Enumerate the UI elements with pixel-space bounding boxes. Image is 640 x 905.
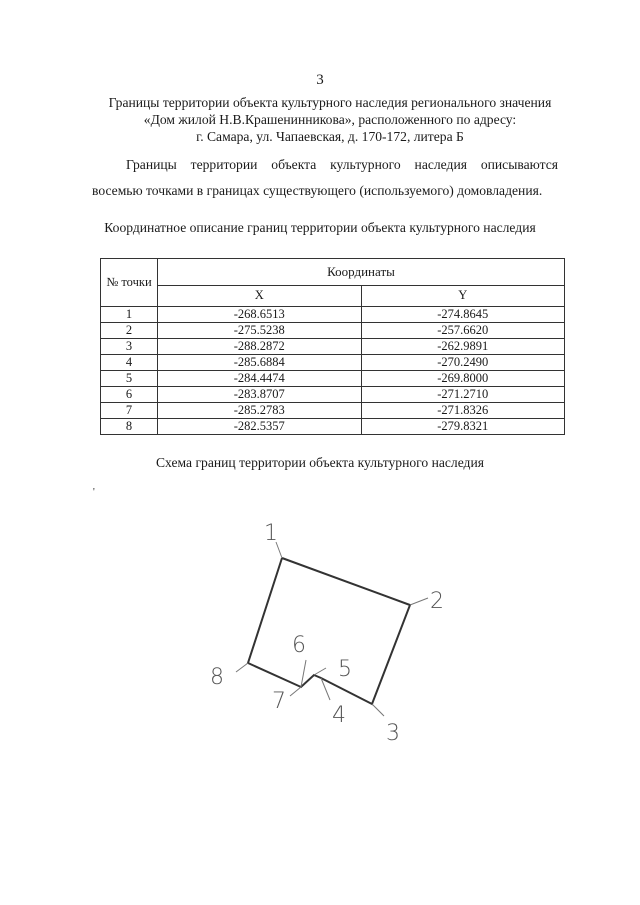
title-line-3: г. Самара, ул. Чапаевская, д. 170-172, литера Б bbox=[196, 129, 464, 144]
table-row bbox=[101, 419, 565, 435]
leader-5 bbox=[314, 668, 326, 675]
cell-x: -268.6513 bbox=[158, 307, 362, 323]
cell-x: -275.5238 bbox=[158, 323, 362, 339]
cell-point: 3 bbox=[101, 339, 158, 355]
boundary-scheme bbox=[180, 500, 480, 760]
cell-point: 4 bbox=[101, 355, 158, 371]
cell-x: -288.2872 bbox=[158, 339, 362, 355]
cell-point: 1 bbox=[101, 307, 158, 323]
table-row bbox=[101, 403, 565, 419]
boundary-outline bbox=[248, 558, 410, 704]
cell-point: 6 bbox=[101, 387, 158, 403]
cell-y: -269.8000 bbox=[361, 371, 565, 387]
cell-x: -282.5357 bbox=[158, 419, 362, 435]
cell-x: -285.2783 bbox=[158, 403, 362, 419]
cell-y: -279.8321 bbox=[361, 419, 565, 435]
cell-point: 2 bbox=[101, 323, 158, 339]
cell-x: -285.6884 bbox=[158, 355, 362, 371]
cell-point: 8 bbox=[101, 419, 158, 435]
point-label-6: 6 bbox=[292, 633, 306, 658]
table-row bbox=[101, 371, 565, 387]
cell-y: -274.8645 bbox=[361, 307, 565, 323]
point-label-4: 4 bbox=[332, 703, 346, 728]
coordinates-heading: Координатное описание границ территории объекта культурного наследия bbox=[104, 220, 536, 235]
description-line-2: восемью точками в границах существующего (используемого) домовладения. bbox=[92, 183, 543, 198]
header-x: X bbox=[158, 285, 362, 306]
table-row bbox=[101, 307, 565, 323]
point-label-3: 3 bbox=[386, 721, 400, 746]
title-line-1: Границы территории объекта культурного наследия регионального значения bbox=[108, 95, 552, 110]
scheme-heading: Схема границ территории объекта культурного наследия bbox=[155, 455, 485, 470]
cell-point: 5 bbox=[101, 371, 158, 387]
cell-y: -270.2490 bbox=[361, 355, 565, 371]
coordinates-table bbox=[100, 258, 565, 435]
cell-x: -284.4474 bbox=[158, 371, 362, 387]
cell-x: -283.8707 bbox=[158, 387, 362, 403]
header-point-number: № точки bbox=[101, 259, 158, 307]
header-coordinates: Координаты bbox=[158, 259, 565, 286]
cell-y: -271.2710 bbox=[361, 387, 565, 403]
table-row bbox=[101, 355, 565, 371]
header-y: Y bbox=[361, 285, 565, 306]
point-label-5: 5 bbox=[338, 657, 352, 682]
stray-mark: ' bbox=[93, 487, 95, 498]
point-label-2: 2 bbox=[430, 589, 444, 614]
cell-point: 7 bbox=[101, 403, 158, 419]
point-label-8: 8 bbox=[210, 665, 224, 690]
cell-y: -271.8326 bbox=[361, 403, 565, 419]
leader-7 bbox=[290, 687, 301, 696]
leader-3 bbox=[372, 704, 384, 716]
table-row bbox=[101, 339, 565, 355]
document-title bbox=[60, 94, 600, 145]
leader-2 bbox=[410, 598, 428, 605]
point-label-1: 1 bbox=[264, 521, 278, 546]
point-label-7: 7 bbox=[272, 689, 286, 714]
description-line-1: Границы территории объекта культурного наследия описываются bbox=[126, 157, 558, 172]
page-number: 3 bbox=[316, 72, 324, 88]
table-row bbox=[101, 323, 565, 339]
cell-y: -262.9891 bbox=[361, 339, 565, 355]
table-row bbox=[101, 387, 565, 403]
leader-8 bbox=[236, 663, 248, 672]
title-line-2: «Дом жилой Н.В.Крашенинникова», расположенного по адресу: bbox=[143, 112, 517, 127]
cell-y: -257.6620 bbox=[361, 323, 565, 339]
